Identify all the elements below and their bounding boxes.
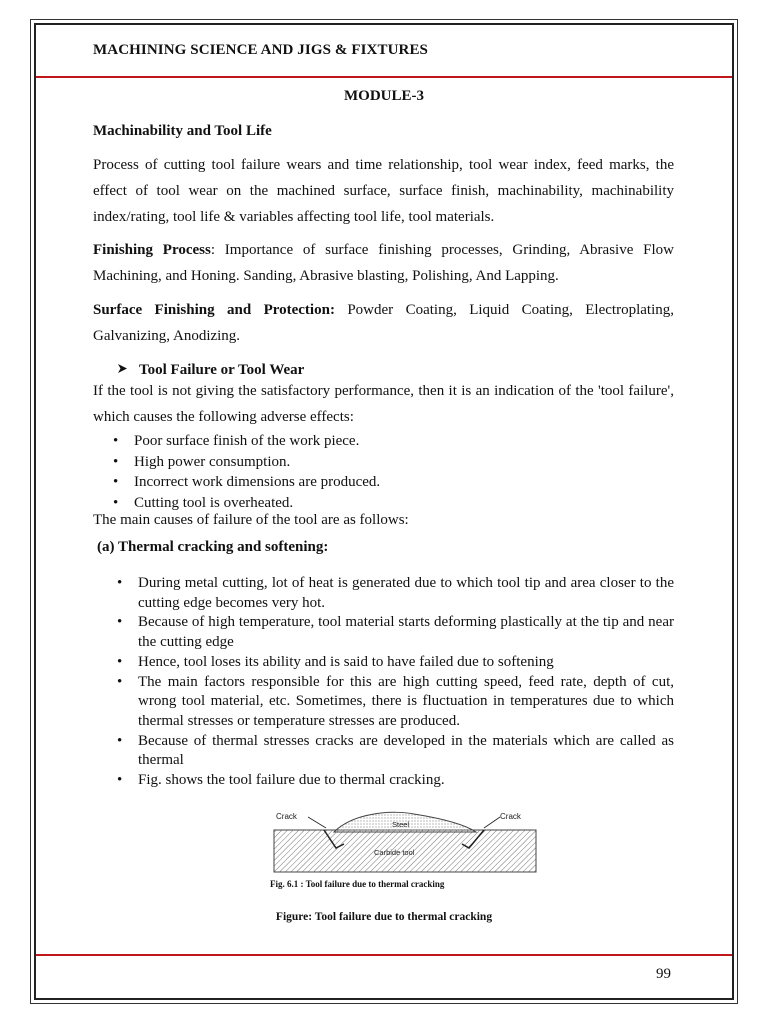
list-item: • Because of thermal stresses cracks are developed in the materials which are called as thermal — [97, 732, 674, 771]
module-title: MODULE-3 — [344, 88, 424, 104]
thermal-cracking-figure — [264, 808, 546, 894]
thermal-list — [97, 574, 674, 791]
list-item: • During metal cutting, lot of heat is generated due to which tool tip and area closer to the cutting edge becomes very hot. — [97, 574, 674, 613]
figure-caption: Figure: Tool failure due to thermal cracking — [275, 911, 493, 923]
figure-inner-caption: Fig. 6.1 : Tool failure due to thermal cracking — [270, 879, 445, 889]
finishing-label: Finishing Process — [93, 242, 211, 258]
list-item: • Poor surface finish of the work piece. — [93, 431, 674, 452]
figure-label: Steel — [392, 820, 410, 829]
figure-label: Carbide tool — [374, 848, 415, 857]
header-rule — [36, 76, 732, 78]
figure-label: Crack — [500, 812, 521, 821]
tool-failure-heading: Tool Failure or Tool Wear — [117, 362, 304, 379]
list-item: • High power consumption. — [93, 452, 674, 473]
list-item: • Cutting tool is overheated. — [93, 493, 674, 514]
tool-failure-intro: If the tool is not giving the satisfactory performance, then it is an indication of the 'tool failure', which causes the following adverse effects: — [93, 383, 674, 425]
thermal-heading: (a) Thermal cracking and softening: — [97, 539, 329, 555]
list-item: • Incorrect work dimensions are produced. — [93, 472, 674, 493]
finishing-paragraph — [93, 237, 674, 289]
surface-label: Surface Finishing and Protection: — [93, 302, 335, 318]
section-heading: Machinability and Tool Life — [93, 123, 272, 139]
page-number: 99 — [656, 966, 671, 982]
surface-text: Powder Coating, Liquid Coating, Electroplating, Galvanizing, Anodizing. — [93, 302, 674, 344]
figure-label: Crack — [276, 812, 297, 821]
surface-paragraph — [93, 297, 674, 349]
arrow-bullet-icon — [117, 362, 139, 379]
causes-intro: The main causes of failure of the tool are as follows: — [93, 512, 409, 528]
footer-rule — [36, 954, 732, 956]
list-item: • Because of high temperature, tool material starts deforming plastically at the tip and near the cutting edge — [97, 613, 674, 652]
effects-list-container — [93, 431, 674, 513]
intro-paragraph: Process of cutting tool failure wears and time relationship, tool wear index, feed marks, the effect of tool wear on the machined surface, surface finish, machinability, machinability index/rating, tool life & variables affecting tool life, tool materials. — [93, 157, 674, 225]
list-item: • Fig. shows the tool failure due to thermal cracking. — [97, 771, 674, 791]
thermal-list-container — [97, 574, 674, 791]
effects-list — [93, 431, 674, 513]
finishing-text: : Importance of surface finishing processes, Grinding, Abrasive Flow Machining, and Honing. Sanding, Abrasive blasting, Polishing, And Lapping. — [93, 242, 674, 284]
header-title: MACHINING SCIENCE AND JIGS & FIXTURES — [93, 42, 428, 58]
list-item: • Hence, tool loses its ability and is said to have failed due to softening — [97, 653, 674, 673]
list-item: • The main factors responsible for this are high cutting speed, feed rate, depth of cut, wrong tool material, etc. Sometimes, there is fluctuation in temperatures due to which thermal stresses or temperature stresses are produced. — [97, 673, 674, 732]
